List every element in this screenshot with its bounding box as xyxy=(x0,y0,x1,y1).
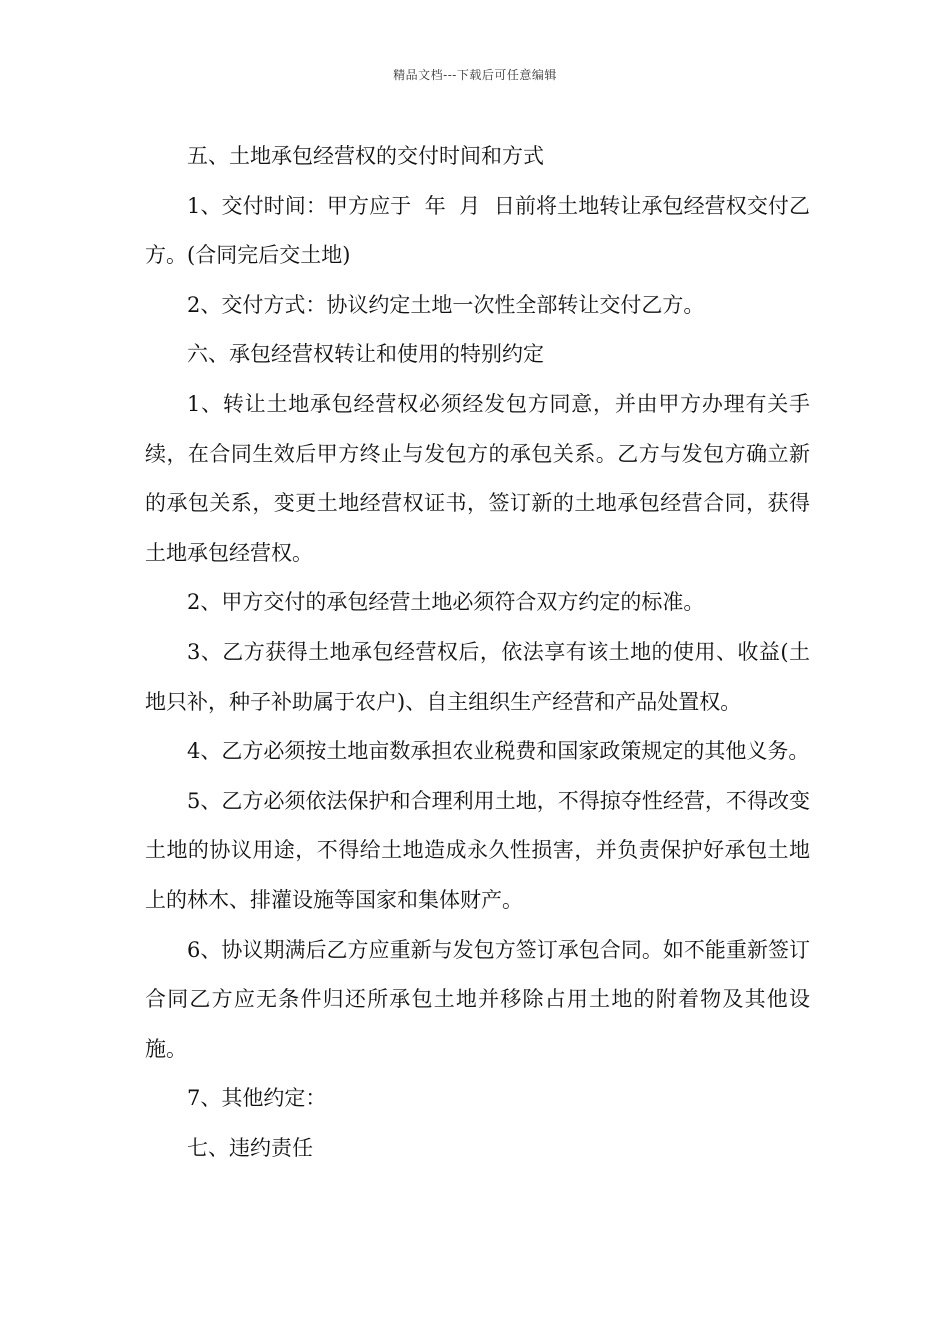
clause-6-2: 2、甲方交付的承包经营土地必须符合双方约定的标准。 xyxy=(187,590,705,615)
clause-6-7: 7、其他约定： xyxy=(187,1086,327,1111)
page-header: 精品文档---下载后可任意编辑 xyxy=(393,68,557,82)
clause-6-4: 4、乙方必须按土地亩数承担农业税费和国家政策规定的其他义务。 xyxy=(187,739,810,764)
clause-6-6: 6、协议期满后乙方应重新与发包方签订承包合同。如不能重新签订合同乙方应无条件归还所承包土地并移除占用土地的附着物及其他设施。 xyxy=(145,937,810,1061)
section-heading-7: 七、违约责任 xyxy=(187,1135,313,1160)
clause-6-3: 3、乙方获得土地承包经营权后，依法享有该土地的使用、收益(土地只补，种子补助属于农户)、自主组织生产经营和产品处置权。 xyxy=(145,639,810,714)
clause-6-5: 5、乙方必须依法保护和合理利用土地，不得掠夺性经营，不得改变土地的协议用途，不得给土地造成永久性损害，并负责保护好承包土地上的林木、排灌设施等国家和集体财产。 xyxy=(145,788,810,912)
clause-6-1: 1、转让土地承包经营权必须经发包方同意，并由甲方办理有关手续，在合同生效后甲方终止与发包方的承包关系。乙方与发包方确立新的承包关系，变更土地经营权证书，签订新的土地承包经营合同，获得土地承包经营权。 xyxy=(145,391,810,565)
section-heading-6: 六、承包经营权转让和使用的特别约定 xyxy=(187,342,544,367)
document-body xyxy=(145,132,810,1173)
clause-5-2-delivery-method: 2、交付方式：协议约定土地一次性全部转让交付乙方。 xyxy=(187,292,705,317)
section-heading-5: 五、土地承包经营权的交付时间和方式 xyxy=(187,144,544,168)
clause-5-1-delivery-time: 1、交付时间：甲方应于 年 月 日前将土地转让承包经营权交付乙方。(合同完后交土地) xyxy=(145,193,810,268)
